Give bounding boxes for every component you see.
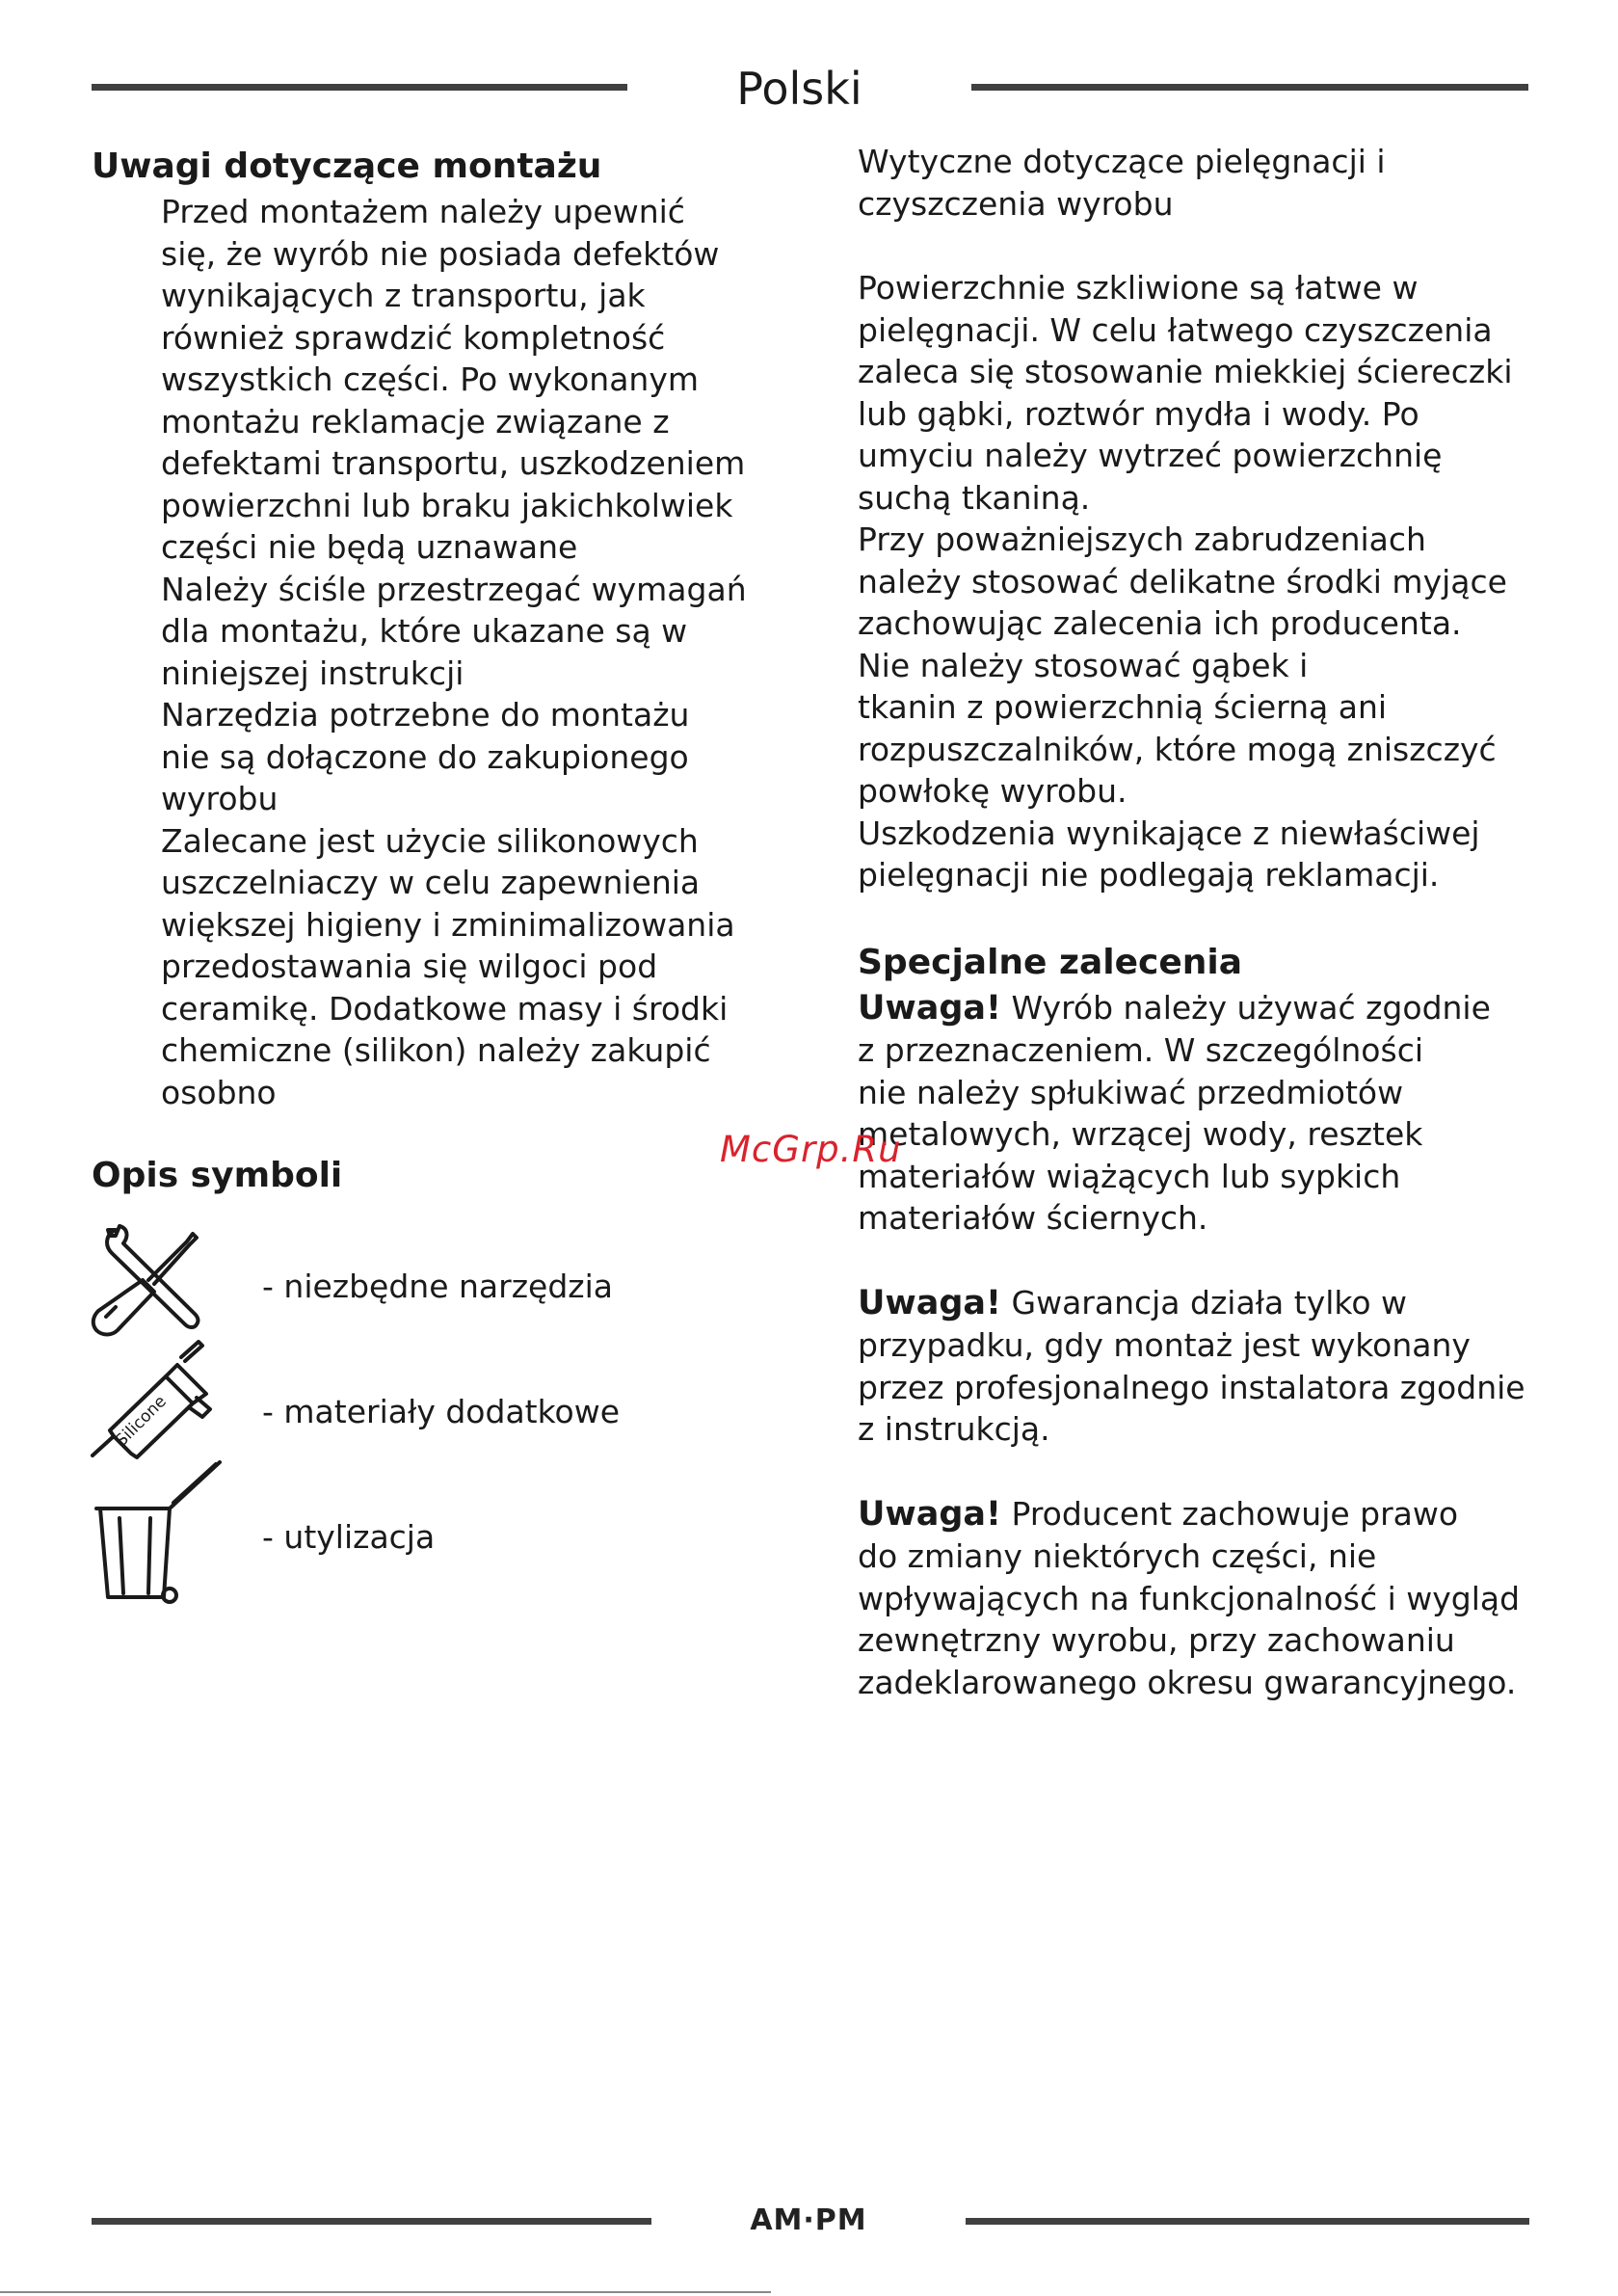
left-column bbox=[92, 143, 766, 1113]
tools-icon bbox=[89, 1224, 204, 1340]
care-title: Wytyczne dotyczące pielęgnacji i czyszczenia wyrobu bbox=[858, 143, 1386, 223]
warning-2 bbox=[858, 1282, 1532, 1451]
mounting-notes-heading: Uwagi dotyczące montażu bbox=[92, 147, 602, 186]
page-bottom-line bbox=[0, 2291, 771, 2293]
warning-3 bbox=[858, 1493, 1532, 1704]
page-language-title: Polski bbox=[736, 63, 862, 115]
warning-1-text: Wyrób należy używać zgodnie z przeznaczeniem. W szczególności nie należy spłukiwać przedmiotów metalowych, wrzącej wody, resztek materiałów wiążących lub sypkich materiałów ściernych. bbox=[858, 988, 1491, 1237]
symbol-label-tools: - niezbędne narzędzia bbox=[262, 1268, 613, 1305]
silicone-icon-text: Silicone bbox=[112, 1392, 171, 1451]
watermark: McGrp.Ru bbox=[720, 1129, 902, 1170]
header-rule-right bbox=[971, 84, 1528, 91]
brand-logo: AM·PM bbox=[750, 2203, 867, 2237]
footer-rule-right bbox=[966, 2218, 1529, 2225]
waste-bin-icon bbox=[93, 1460, 227, 1605]
symbol-label-disposal: - utylizacja bbox=[262, 1518, 436, 1556]
right-column bbox=[858, 141, 1532, 1703]
silicone-gun-icon bbox=[89, 1340, 214, 1460]
header-rule-left bbox=[92, 84, 627, 91]
warning-1-label: Uwaga! bbox=[858, 988, 1002, 1028]
symbols-heading: Opis symboli bbox=[92, 1156, 343, 1195]
warning-2-label: Uwaga! bbox=[858, 1283, 1002, 1322]
warning-2-text: Gwarancja działa tylko w przypadku, gdy montaż jest wykonany przez profesjonalnego instalatora zgodnie z instrukcją. bbox=[858, 1283, 1525, 1448]
warning-3-text: Producent zachowuje prawo do zmiany niektórych części, nie wpływających na funkcjonalność i wygląd zewnętrzny wyrobu, przy zachowaniu zadeklarowanego okresu gwarancyjnego. bbox=[858, 1494, 1521, 1701]
special-recommendations-heading: Specjalne zalecenia bbox=[858, 942, 1243, 982]
care-text: Powierzchnie szkliwione są łatwe w pielęgnacji. W celu łatwego czyszczenia zaleca się stosowanie miekkiej ściereczki lub gąbki, roztwór mydła i wody. Po umyciu należy wytrzeć powierzchnię suchą tkaniną. Przy poważniejszych zabrudzeniach należy stosować delikatne środki myjące zachowując zalecenia ich producenta. Nie należy stosować gąbek i tkanin z powierzchnią ścierną ani rozpuszczalników, które mogą zniszczyć powłokę wyrobu. Uszkodzenia wynikające z niewłaściwej pielęgnacji nie podlegają reklamacji. bbox=[858, 269, 1513, 894]
warning-1 bbox=[858, 987, 1532, 1240]
mounting-notes-text: Przed montażem należy upewnić się, że wyrób nie posiada defektów wynikających z transportu, jak również sprawdzić kompletność wszystkich części. Po wykonanym montażu reklamacje związane z defektami transportu, uszkodzeniem powierzchni lub braku jakichkolwiek części nie będą uznawane Należy ściśle przestrzegać wymagań dla montażu, które ukazane są w niniejszej instrukcji Narzędzia potrzebne do montażu nie są dołączone do zakupionego wyrobu Zalecane jest użycie silikonowych uszczelniaczy w celu zapewnienia większej higieny i zminimalizowania przedostawania się wilgoci pod ceramikę. Dodatkowe masy i środki chemiczne (silikon) należy zakupić osobno bbox=[161, 193, 747, 1111]
symbol-label-materials: - materiały dodatkowe bbox=[262, 1393, 621, 1430]
footer-rule-left bbox=[92, 2218, 651, 2225]
warning-3-label: Uwaga! bbox=[858, 1494, 1002, 1534]
